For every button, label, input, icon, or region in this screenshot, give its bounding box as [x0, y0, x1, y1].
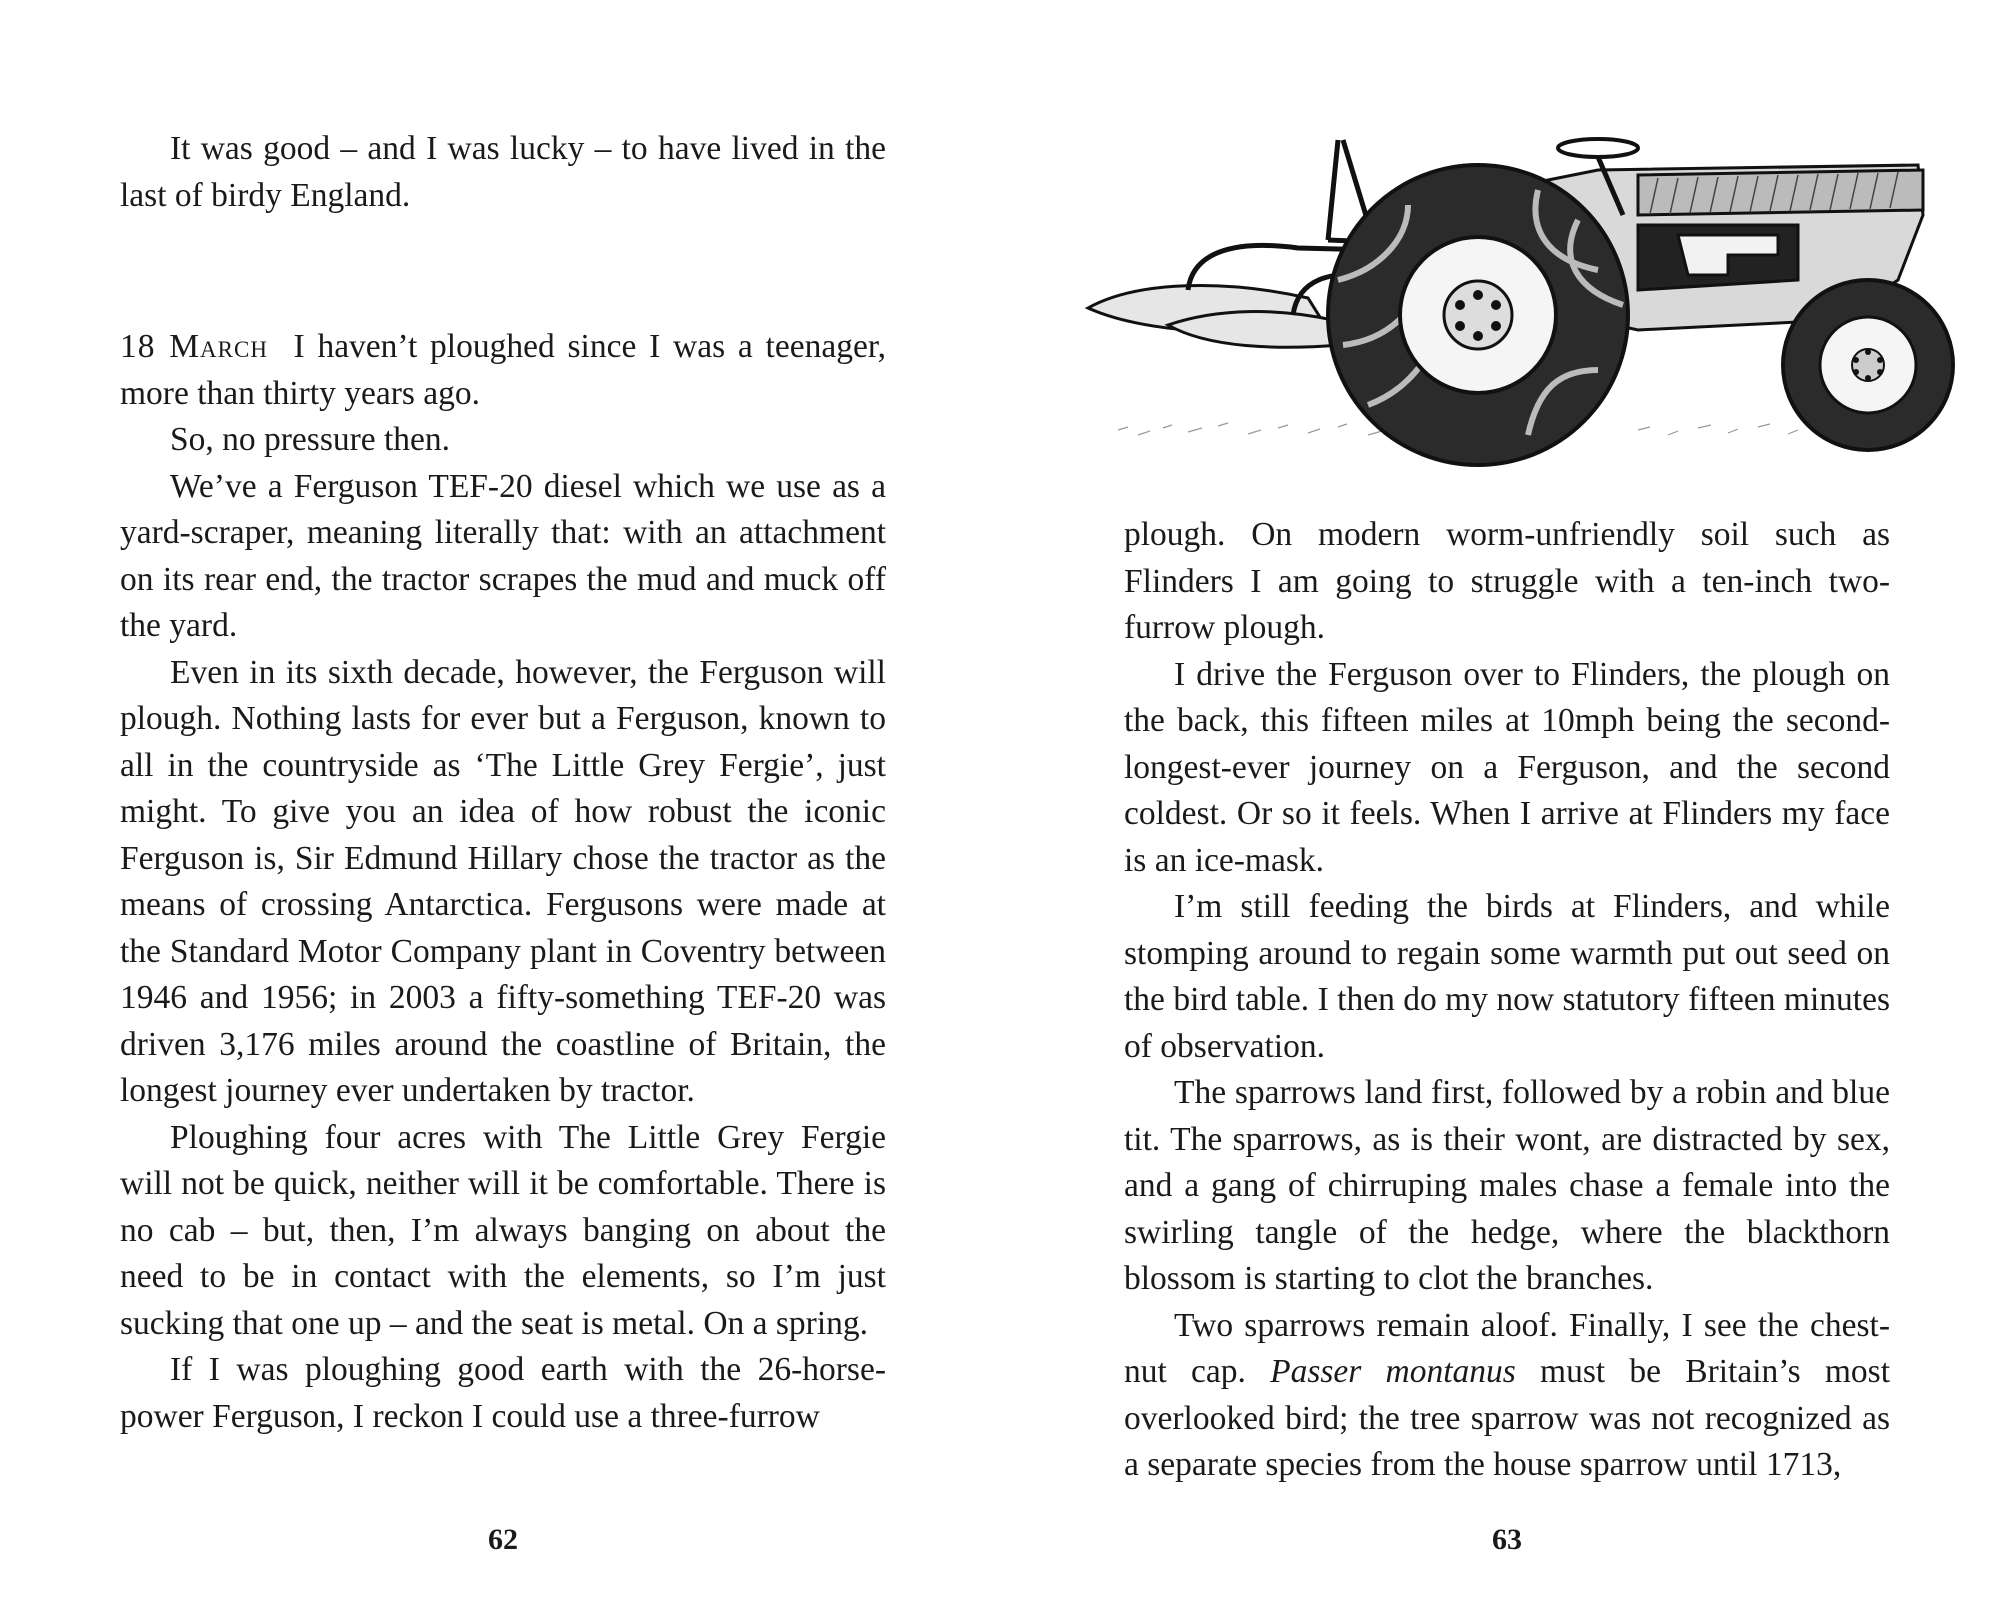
paragraph: If I was ploughing good earth with the 26-horse-power Ferguson, I reckon I could use a three-furrow: [120, 1351, 886, 1435]
paragraph: The sparrows land first, followed by a robin and blue tit. The sparrows, as is their wont, are distracted by sex, and a gang of chirruping males chase a female into the swirling tangle of the hedge, where the blackthorn blossom is starting to clot the branches.: [1124, 1074, 1890, 1297]
paragraph: Ploughing four acres with The Little Grey Fergie will not be quick, neither will it be comfortable. There is no cab – but, then, I’m always banging on about the need to be in contact with the elements, so I’m just sucking that one up – and the seat is metal. On a spring.: [120, 1118, 886, 1342]
paragraph: I drive the Ferguson over to Flinders, the plough on the back, this fifteen miles at 10mph being the second-longest-ever journey on a Ferguson, and the second coldest. Or so it feels. When I arrive at Flinders my face is an ice-mask.: [1124, 655, 1890, 879]
right-page: [1124, 0, 1890, 1614]
paragraph: So, no pressure then.: [170, 421, 451, 458]
last-paragraph-start: Two sparrows remain aloof. Finally, I see the chest-nut cap.: [1124, 1306, 1890, 1390]
continuation-paragraph: plough. On modern worm-unfriendly soil such as Flinders I am going to struggle with a ten-inch two-furrow plough.: [1124, 516, 1890, 646]
left-intro-block: [120, 126, 886, 219]
paragraph: We’ve a Ferguson TEF-20 diesel which we use as a yard-scraper, meaning literally that: with an attachment on its rear end, the tractor scrapes the mud and muck off the yard.: [120, 467, 886, 644]
intro-paragraph: It was good – and I was lucky – to have lived in the last of birdy England.: [120, 130, 886, 214]
paragraph: Even in its sixth decade, however, the Ferguson will plough. Nothing lasts for ever but a Ferguson, known to all in the countryside as ‘The Little Grey Fergie’, just might. To give you an idea of how robust the iconic Ferguson is, Sir Edmund Hillary chose the tractor as the means of crossing Antarctica. Fergusons were made at the Standard Motor Company plant in Coventry between 1946 and 1956; in 2003 a fifty-something TEF-20 was driven 3,176 miles around the coastline of Britain, the longest journey ever undertaken by tractor.: [120, 653, 886, 1109]
paragraph: I’m still feeding the birds at Flinders, and while stomping around to regain some warmth put out seed on the bird table. I then do my now statutory fifteen minutes of observation.: [1124, 888, 1890, 1065]
last-paragraph-end: must be Britain’s most overlooked bird; the tree sparrow was not recognized as a separate species from the house sparrow until 1713,: [1124, 1353, 1890, 1483]
left-main-text: [120, 324, 886, 1440]
right-main-text: [1124, 512, 1890, 1489]
diary-entry-opening: [120, 324, 886, 417]
entry-first-sentence: I haven’t ploughed since I was a teenager, more than thirty years ago.: [120, 328, 887, 412]
page-number: 63: [1492, 1523, 1522, 1556]
latin-name: Passer montanus: [1270, 1353, 1516, 1390]
page-number: 62: [488, 1523, 518, 1556]
last-paragraph: [1124, 1303, 1890, 1489]
left-page: [120, 0, 886, 1614]
entry-date: 18 March: [120, 328, 268, 365]
